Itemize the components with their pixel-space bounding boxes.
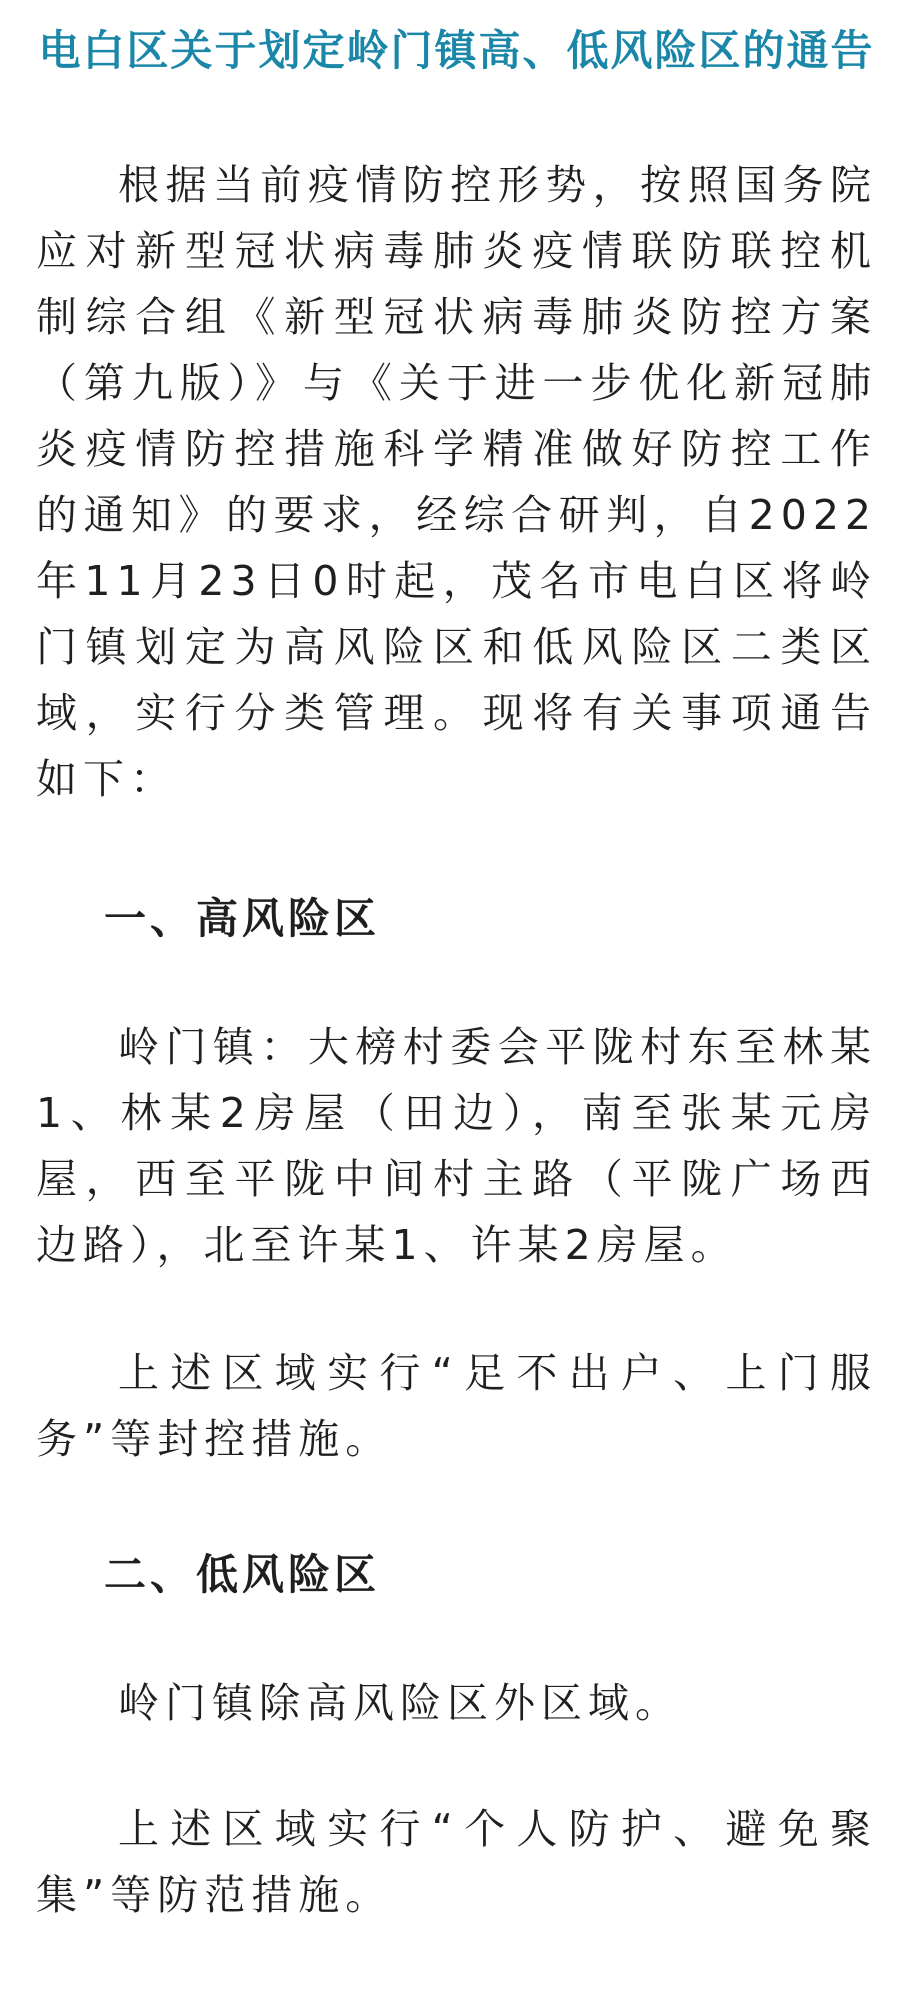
section-heading-high-risk: 一、高风险区: [104, 894, 381, 943]
page-title: 电白区关于划定岭门镇高、低风险区的通告: [38, 26, 875, 75]
intro-paragraph: 根据当前疫情防控形势，按照国务院应对新型冠状病毒肺炎疫情联防联控机制综合组《新型冠状病毒肺炎防控方案（第九版）》与《关于进一步优化新冠肺炎疫情防控措施科学精准做好防控工作的通知》的要求，经综合研判，自2022年11月23日0时起，茂名市电白区将岭门镇划定为高风险区和低风险区二类区域，实行分类管理。现将有关事项通告如下：: [36, 161, 877, 803]
low-risk-measure-paragraph: 上述区域实行“个人防护、避免聚集”等防范措施。: [36, 1805, 877, 1919]
low-risk-area-paragraph: 岭门镇除高风险区外区域。: [118, 1679, 682, 1727]
section-heading-low-risk: 二、低风险区: [104, 1550, 381, 1599]
high-risk-measure-paragraph: 上述区域实行“足不出户、上门服务”等封控措施。: [36, 1349, 877, 1463]
notice-article: [36, 20, 877, 1928]
high-risk-area-paragraph: 岭门镇：大榜村委会平陇村东至林某1、林某2房屋（田边），南至张某元房屋，西至平陇中间村主路（平陇广场西边路），北至许某1、许某2房屋。: [36, 1023, 877, 1269]
